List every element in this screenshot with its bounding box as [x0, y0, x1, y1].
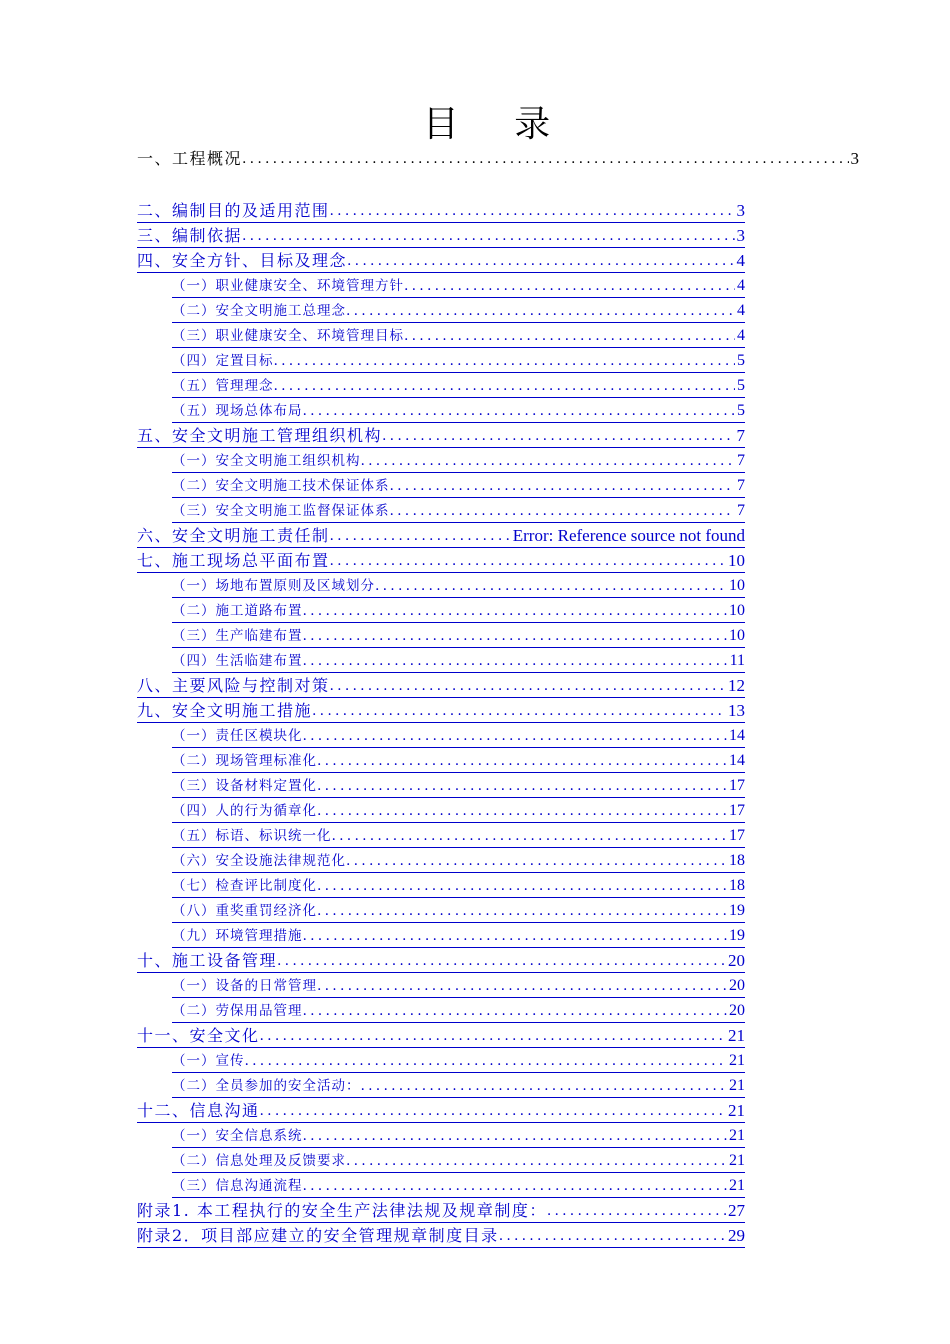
toc-dot-leader [317, 901, 727, 921]
toc-dot-leader [347, 251, 734, 271]
toc-page-number: 21 [729, 1077, 745, 1094]
toc-entry[interactable] [137, 426, 745, 448]
toc-subentry[interactable] [172, 1076, 745, 1098]
toc-entry[interactable] [137, 1101, 745, 1123]
toc-entry-title: 七、施工现场总平面布置 [137, 551, 330, 570]
toc-entry-title: 六、安全文明施工责任制 [137, 526, 330, 545]
toc-entry-title: 附录1. 本工程执行的安全生产法律法规及规章制度： [137, 1201, 547, 1220]
toc-page-number: 21 [728, 1026, 745, 1045]
toc-entry-title: （五）管理理念 [172, 378, 274, 394]
toc-subentry[interactable] [172, 351, 745, 373]
toc-subentry[interactable] [172, 1051, 745, 1073]
toc-dot-leader [317, 776, 727, 796]
toc-entry-title: 三、编制依据 [137, 226, 243, 245]
toc-entry[interactable] [137, 1026, 745, 1048]
toc-subentry[interactable] [172, 851, 745, 873]
toc-page-number: 20 [729, 1002, 745, 1019]
toc-page-number: 27 [728, 1201, 745, 1220]
toc-page-number: 10 [729, 602, 745, 619]
toc-dot-leader [303, 1126, 728, 1146]
toc-page-number: 21 [729, 1052, 745, 1069]
toc-entry-title: 附录2．项目部应建立的安全管理规章制度目录 [137, 1226, 499, 1245]
toc-entry-title: （一）责任区模块化 [172, 728, 303, 744]
toc-page-number: 14 [729, 727, 745, 744]
toc-entry-title: （一）设备的日常管理 [172, 978, 317, 994]
toc-page-number: 10 [729, 577, 745, 594]
toc-dot-leader [361, 1076, 728, 1096]
toc-dot-leader [361, 451, 736, 471]
toc-entry-title: （三）设备材料定置化 [172, 778, 317, 794]
toc-dot-leader [346, 1151, 727, 1171]
toc-subentry[interactable] [172, 1126, 745, 1148]
toc-entry[interactable] [137, 526, 745, 548]
toc-dot-leader [317, 801, 727, 821]
toc-dot-leader [330, 551, 726, 571]
toc-entry-title: （六）安全设施法律规范化 [172, 853, 346, 869]
toc-entry-title: 九、安全文明施工措施 [137, 701, 313, 720]
toc-entry-title: （一）职业健康安全、环境管理方针 [172, 278, 404, 294]
toc-page-number: 17 [729, 827, 745, 844]
toc-page-number: 21 [729, 1127, 745, 1144]
toc-dot-leader [317, 976, 727, 996]
toc-entry [137, 149, 859, 170]
toc-entry-title: 十、施工设备管理 [137, 951, 278, 970]
toc-dot-leader [245, 1051, 728, 1071]
toc-subentry[interactable] [172, 376, 745, 398]
toc-entry[interactable] [137, 201, 745, 223]
toc-page-number: 5 [737, 377, 745, 394]
toc-entry-title: （三）安全文明施工监督保证体系 [172, 503, 390, 519]
toc-dot-leader [277, 951, 726, 971]
toc-dot-leader [390, 501, 736, 521]
toc-entry-title: （四）人的行为循章化 [172, 803, 317, 819]
toc-entry-title: （三）信息沟通流程 [172, 1178, 303, 1194]
toc-entry[interactable] [137, 551, 745, 573]
toc-dot-leader [303, 1176, 728, 1196]
toc-entry-title: （二）安全文明施工技术保证体系 [172, 478, 390, 494]
toc-dot-leader [303, 1001, 728, 1021]
toc-entry-title: 五、安全文明施工管理组织机构 [137, 426, 383, 445]
toc-entry-title: （二）安全文明施工总理念 [172, 303, 346, 319]
toc-dot-leader [382, 426, 734, 446]
toc-page-number: 10 [729, 627, 745, 644]
toc-subentry[interactable] [172, 276, 745, 298]
toc-entry-title: （二）现场管理标准化 [172, 753, 317, 769]
toc-entry-title: 十二、信息沟通 [137, 1101, 260, 1120]
toc-entry-title: 八、主要风险与控制对策 [137, 676, 330, 695]
toc-subentry[interactable] [172, 976, 745, 998]
toc-subentry[interactable] [172, 501, 745, 523]
toc-subentry[interactable] [172, 451, 745, 473]
toc-dot-leader [303, 601, 728, 621]
toc-subentry[interactable] [172, 876, 745, 898]
toc-page-number: 12 [728, 676, 745, 695]
toc-entry-title: （一）安全信息系统 [172, 1128, 303, 1144]
toc-subentry[interactable] [172, 301, 745, 323]
toc-subentry[interactable] [172, 651, 745, 673]
toc-entry-title: 一、工程概况 [137, 149, 243, 168]
toc-dot-leader [330, 676, 726, 696]
page-title: 目 录 [422, 104, 573, 145]
toc-page-number: 19 [729, 927, 745, 944]
toc-entry-title: （三）职业健康安全、环境管理目标 [172, 328, 404, 344]
toc-subentry[interactable] [172, 726, 745, 748]
toc-page-number: 18 [729, 852, 745, 869]
toc-dot-leader [499, 1226, 726, 1246]
toc-dot-leader [303, 651, 728, 671]
toc-dot-leader [547, 1201, 726, 1221]
toc-subentry[interactable] [172, 926, 745, 948]
toc-dot-leader [303, 926, 728, 946]
toc-page-number: 7 [737, 452, 745, 469]
toc-entry-title: （二）全员参加的安全活动： [172, 1078, 361, 1094]
toc-entry-title: （二）劳保用品管理 [172, 1003, 303, 1019]
toc-dot-leader [317, 876, 727, 896]
toc-dot-leader [312, 701, 726, 721]
toc-page-number: 5 [737, 402, 745, 419]
toc-dot-leader [330, 526, 511, 546]
toc-entry-title: （一）安全文明施工组织机构 [172, 453, 361, 469]
toc-subentry[interactable] [172, 901, 745, 923]
toc-entry-title: （五）现场总体布局 [172, 403, 303, 419]
toc-subentry[interactable] [172, 476, 745, 498]
toc-page-number: 7 [737, 502, 745, 519]
toc-dot-leader [375, 576, 727, 596]
toc-subentry[interactable] [172, 1151, 745, 1173]
toc-entry-title: （四）定置目标 [172, 353, 274, 369]
toc-entry[interactable] [137, 1201, 745, 1223]
toc-subentry[interactable] [172, 326, 745, 348]
toc-page-number: 5 [737, 352, 745, 369]
toc-entry[interactable] [137, 701, 745, 723]
toc-page-number: 4 [737, 277, 745, 294]
toc-page-number: 10 [728, 551, 745, 570]
toc-entry-title: （一）场地布置原则及区域划分 [172, 578, 375, 594]
toc-entry-title: （三）生产临建布置 [172, 628, 303, 644]
toc-dot-leader [346, 851, 727, 871]
toc-dot-leader [330, 201, 735, 221]
toc-page-number: 21 [729, 1152, 745, 1169]
toc-page-number: 3 [736, 226, 745, 245]
toc-subentry[interactable] [172, 1176, 745, 1198]
toc-subentry[interactable] [172, 626, 745, 648]
toc-entry-title: （二）信息处理及反馈要求 [172, 1153, 346, 1169]
toc-entry-title: 十一、安全文化 [137, 1026, 260, 1045]
toc-dot-leader [260, 1026, 726, 1046]
toc-dot-leader [404, 326, 735, 346]
toc-dot-leader [303, 626, 728, 646]
toc-entry[interactable] [137, 1226, 745, 1248]
toc-subentry[interactable] [172, 601, 745, 623]
toc-dot-leader [242, 149, 848, 169]
toc-entry[interactable] [137, 226, 745, 248]
toc-dot-leader [274, 351, 736, 371]
toc-page-number: 18 [729, 877, 745, 894]
toc-page-number: 17 [729, 777, 745, 794]
toc-page-number: 11 [729, 652, 745, 669]
toc-dot-leader [404, 276, 735, 296]
toc-subentry[interactable] [172, 576, 745, 598]
toc-dot-leader [274, 376, 736, 396]
toc-subentry[interactable] [172, 401, 745, 423]
toc-subentry[interactable] [172, 801, 745, 823]
toc-dot-leader [303, 726, 728, 746]
toc-page-number: 4 [737, 327, 745, 344]
toc-page-number: 3 [736, 201, 745, 220]
toc-dot-leader [242, 226, 734, 246]
toc-subentry[interactable] [172, 751, 745, 773]
toc-page-number: 4 [736, 251, 745, 270]
toc-entry-title: （八）重奖重罚经济化 [172, 903, 317, 919]
toc-dot-leader [303, 401, 736, 421]
toc-entry-title: （九）环境管理措施 [172, 928, 303, 944]
toc-entry-title: （四）生活临建布置 [172, 653, 303, 669]
toc-entry-title: （五）标语、标识统一化 [172, 828, 332, 844]
toc-subentry[interactable] [172, 826, 745, 848]
toc-page-number: 7 [736, 426, 745, 445]
toc-page-number: 13 [728, 701, 745, 720]
toc-page-number: 7 [737, 477, 745, 494]
toc-dot-leader [260, 1101, 726, 1121]
toc-page-number: 20 [728, 951, 745, 970]
toc-dot-leader [346, 301, 735, 321]
toc-entry-title: （一）宣传 [172, 1053, 245, 1069]
toc-entry[interactable] [137, 951, 745, 973]
toc-page-number: 21 [729, 1177, 745, 1194]
toc-entry-title: （七）检查评比制度化 [172, 878, 317, 894]
toc-page-number: Error: Reference source not found [512, 526, 745, 545]
toc-dot-leader [317, 751, 727, 771]
toc-page-number: 3 [850, 149, 859, 168]
toc-page-number: 20 [729, 977, 745, 994]
toc-page-number: 4 [737, 302, 745, 319]
toc-page-number: 29 [728, 1226, 745, 1245]
toc-entry-title: 四、安全方针、目标及理念 [137, 251, 348, 270]
toc-page-number: 14 [729, 752, 745, 769]
toc-entry[interactable] [137, 251, 745, 273]
toc-page-number: 19 [729, 902, 745, 919]
toc-entry-title: （二）施工道路布置 [172, 603, 303, 619]
toc-entry[interactable] [137, 676, 745, 698]
toc-dot-leader [390, 476, 736, 496]
toc-page-number: 21 [728, 1101, 745, 1120]
toc-page-number: 17 [729, 802, 745, 819]
toc-dot-leader [332, 826, 728, 846]
toc-entry-title: 二、编制目的及适用范围 [137, 201, 330, 220]
toc-subentry[interactable] [172, 1001, 745, 1023]
toc-subentry[interactable] [172, 776, 745, 798]
